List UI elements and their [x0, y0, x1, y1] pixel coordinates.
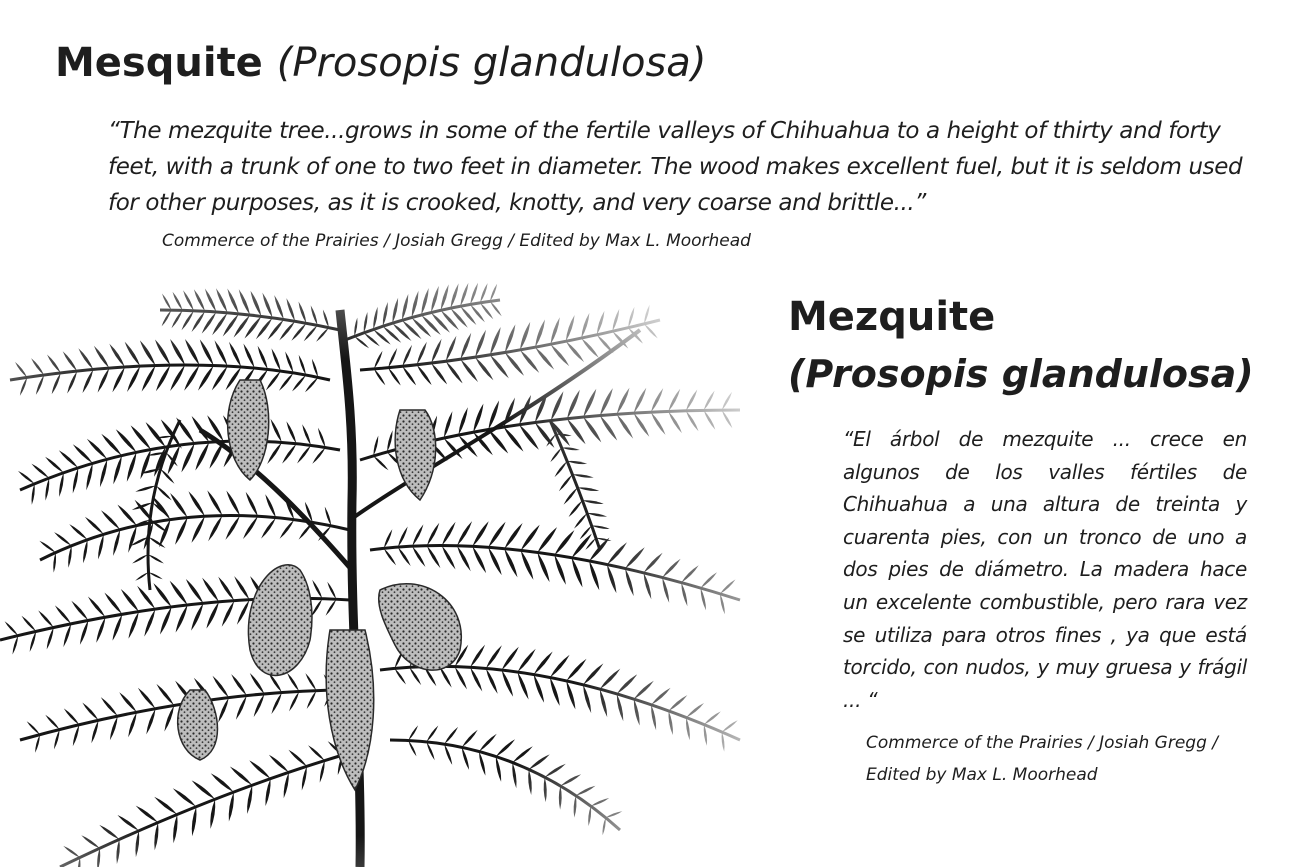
english-title	[55, 36, 706, 90]
spanish-common-name: Mezquite	[788, 294, 996, 340]
spanish-scientific-name: (Prosopis glandulosa)	[788, 352, 1254, 396]
english-credit: Commerce of the Prairies / Josiah Gregg / Edited by Max L. Moorhead	[162, 231, 751, 251]
english-quote: “The mezquite tree...grows in some of the fertile valleys of Chihuahua to a height of thirty and forty feet, with a trunk of one to two feet in diameter. The wood makes excellent fuel, but it is seldom used for other purposes, as it is crooked, knotty, and very coarse and brittle...”	[108, 118, 1243, 216]
spanish-quote: “El árbol de mezquite ... crece en algunos de los valles fértiles de Chihuahua a una altura de treinta y cuarenta pies, con un tronco de uno a dos pies de diámetro. La madera hace un excelente combustible, pero rara vez se utiliza para otros fines , ya que está torcido, con nudos, y muy gruesa y frágil ... “	[843, 427, 1247, 712]
english-common-name: Mesquite	[55, 40, 263, 86]
english-scientific-name: (Prosopis glandulosa)	[276, 40, 707, 86]
spanish-title	[788, 290, 1254, 404]
spanish-credit: Commerce of the Prairies / Josiah Gregg / Edited by Max L. Moorhead	[866, 733, 1219, 785]
mesquite-illustration	[0, 270, 780, 867]
illustration-fade	[0, 270, 780, 867]
